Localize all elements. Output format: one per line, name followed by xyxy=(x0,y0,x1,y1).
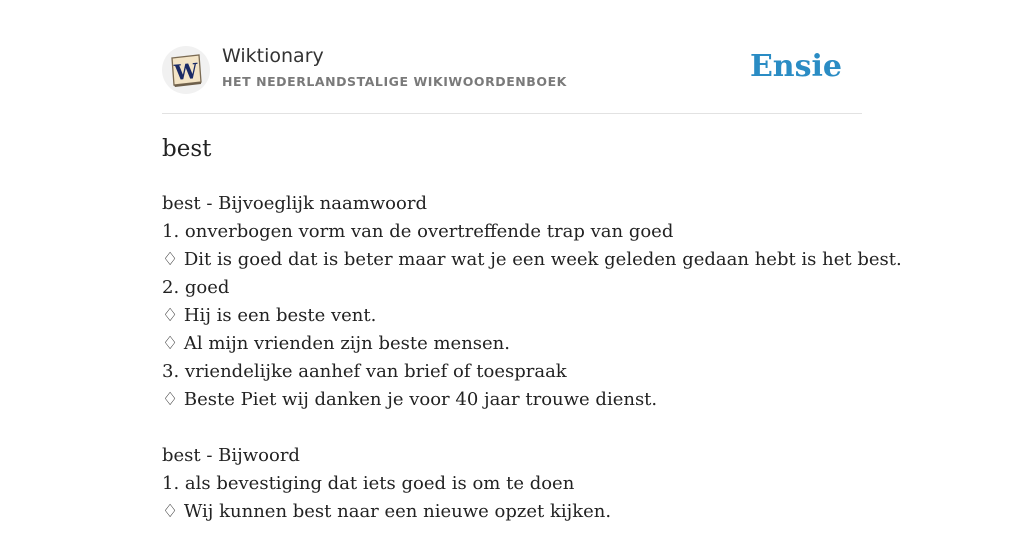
example-line: ♢ Hij is een beste vent. xyxy=(162,305,377,326)
section-heading: best - Bijvoeglijk naamwoord xyxy=(162,193,427,214)
definition-line: 2. goed xyxy=(162,277,230,298)
example-line: ♢ Wij kunnen best naar een nieuwe opzet kijken. xyxy=(162,501,612,522)
page-title: best xyxy=(162,136,212,162)
logo-letter: W xyxy=(173,58,199,85)
definition-content xyxy=(162,190,922,554)
example-line: ♢ Beste Piet wij danken je voor 40 jaar trouwe dienst. xyxy=(162,389,658,410)
definition-section xyxy=(162,190,922,414)
example-line: ♢ Dit is goed dat is beter maar wat je een week geleden gedaan hebt is het best. xyxy=(162,249,902,270)
definition-line: 3. vriendelijke aanhef van brief of toespraak xyxy=(162,361,567,382)
ensie-brand-link[interactable]: Ensie xyxy=(749,49,842,84)
wiktionary-w-tile-icon xyxy=(168,53,204,87)
definition-line: 1. onverbogen vorm van de overtreffende trap van goed xyxy=(162,221,674,242)
definition-line: 1. als bevestiging dat iets goed is om te doen xyxy=(162,473,575,494)
section-heading: best - Bijwoord xyxy=(162,445,300,466)
example-line: ♢ Al mijn vrienden zijn beste mensen. xyxy=(162,333,510,354)
wiktionary-logo[interactable] xyxy=(162,46,210,94)
site-header xyxy=(162,0,862,114)
definition-section xyxy=(162,442,922,526)
site-name[interactable]: Wiktionary xyxy=(222,45,324,67)
page-container xyxy=(162,0,902,522)
site-subtitle: HET NEDERLANDSTALIGE WIKIWOORDENBOEK xyxy=(222,74,567,89)
